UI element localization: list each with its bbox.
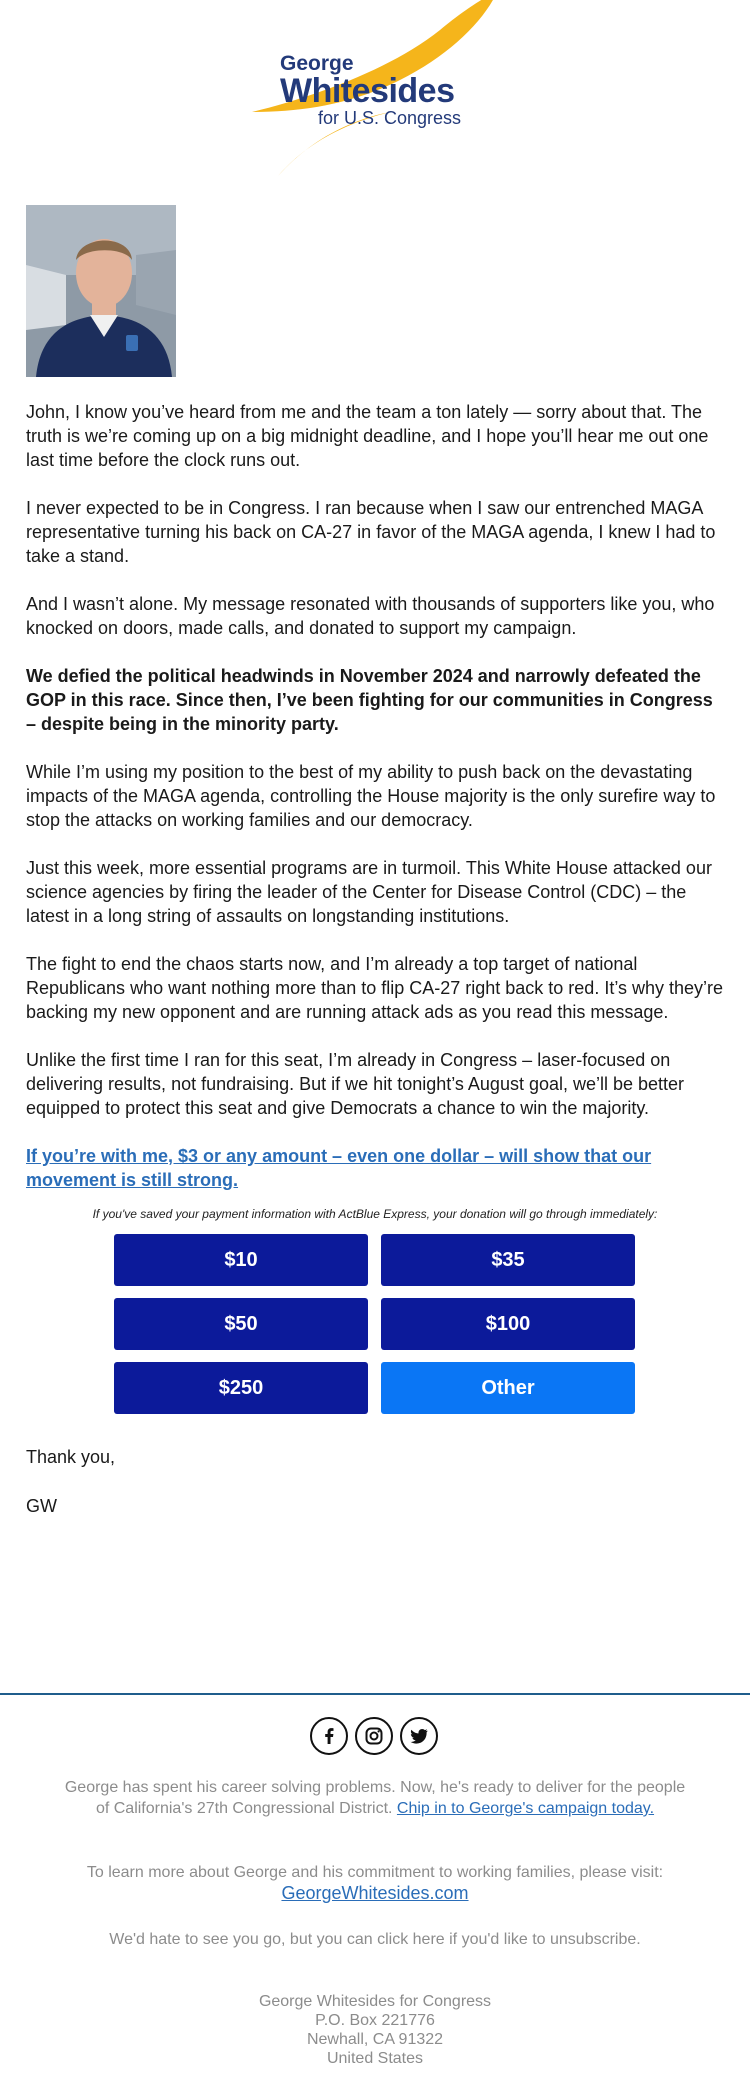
logo-line-george: George [280, 52, 354, 75]
email-body [26, 400, 726, 1192]
twitter-icon[interactable] [400, 1717, 438, 1755]
address-line: United States [326, 2050, 424, 2067]
body-paragraph: John, I know you’ve heard from me and the team a ton lately — sorry about that. The truth is we’re coming up on a big midnight deadline, and I hope you’ll hear me out one last time before the clock runs out. [26, 402, 709, 470]
donate-50-button[interactable]: $50 [114, 1298, 368, 1350]
facebook-icon[interactable] [310, 1717, 348, 1755]
signoff-initials: GW [26, 1496, 57, 1516]
body-paragraph: The fight to end the chaos starts now, and I’m already a top target of national Republicans who want nothing more than to flip CA-27 right back to red. It’s why they’re backing my new opponent and are running attack ads as you read this message. [26, 954, 724, 1022]
footer-about [60, 1777, 690, 1819]
footer-learn-more [60, 1862, 690, 1905]
logo-line-whitesides: Whitesides [280, 72, 455, 110]
actblue-note: If you've saved your payment information with ActBlue Express, your donation will go through immediately: [92, 1207, 658, 1221]
unsubscribe-text[interactable]: We'd hate to see you go, but you can click here if you'd like to unsubscribe. [109, 1931, 641, 1948]
website-link[interactable]: GeorgeWhitesides.com [281, 1883, 469, 1903]
donate-other-button[interactable]: Other [381, 1362, 635, 1414]
footer-learn-text: To learn more about George and his commitment to working families, please visit: [86, 1864, 664, 1881]
signoff-thanks: Thank you, [26, 1447, 116, 1467]
body-paragraph: I never expected to be in Congress. I ran because when I saw our entrenched MAGA representative turning his back on CA-27 in favor of the MAGA agenda, I knew I had to take a stand. [26, 498, 716, 566]
address-line: Newhall, CA 91322 [306, 2031, 444, 2048]
donate-cta-link[interactable]: If you’re with me, $3 or any amount – even one dollar – will show that our movement is still strong. [26, 1146, 652, 1190]
chip-in-link[interactable]: Chip in to George's campaign today. [396, 1800, 655, 1817]
footer-about-text: George has spent his career solving problems. Now, he's ready to deliver for the people of California's 27th Congressional District. [64, 1779, 686, 1817]
donate-250-button[interactable]: $250 [114, 1362, 368, 1414]
body-paragraph-bold: We defied the political headwinds in November 2024 and narrowly defeated the GOP in this race. Since then, I’ve been fighting for our communities in Congress – despite being in the minority party. [26, 666, 713, 734]
footer-divider [0, 1693, 750, 1695]
body-paragraph: While I’m using my position to the best of my ability to push back on the devastating impacts of the MAGA agenda, controlling the House majority is the only surefire way to stop the attacks on working families and our democracy. [26, 762, 716, 830]
donate-10-button[interactable]: $10 [114, 1234, 368, 1286]
address-line: P.O. Box 221776 [315, 2012, 435, 2029]
body-paragraph: And I wasn’t alone. My message resonated with thousands of supporters like you, who knocked on doors, made calls, and donated to support my campaign. [26, 594, 715, 638]
instagram-icon[interactable] [355, 1717, 393, 1755]
campaign-logo [240, 0, 510, 180]
social-links [310, 1717, 440, 1757]
address-line: George Whitesides for Congress [258, 1993, 492, 2010]
donate-100-button[interactable]: $100 [381, 1298, 635, 1350]
logo-line-congress: for U.S. Congress [318, 108, 462, 128]
body-paragraph: Unlike the first time I ran for this seat, I’m already in Congress – laser-focused on delivering results, not fundraising. But if we hit tonight’s August goal, we’ll be better equipped to protect this seat and give Democrats a chance to win the majority. [26, 1050, 685, 1118]
donate-35-button[interactable]: $35 [381, 1234, 635, 1286]
mailing-address [60, 1992, 690, 2068]
body-paragraph: Just this week, more essential programs are in turmoil. This White House attacked our science agencies by firing the leader of the Center for Disease Control (CDC) – the latest in a long string of assaults on longstanding institutions. [26, 858, 712, 926]
candidate-photo [26, 205, 176, 377]
